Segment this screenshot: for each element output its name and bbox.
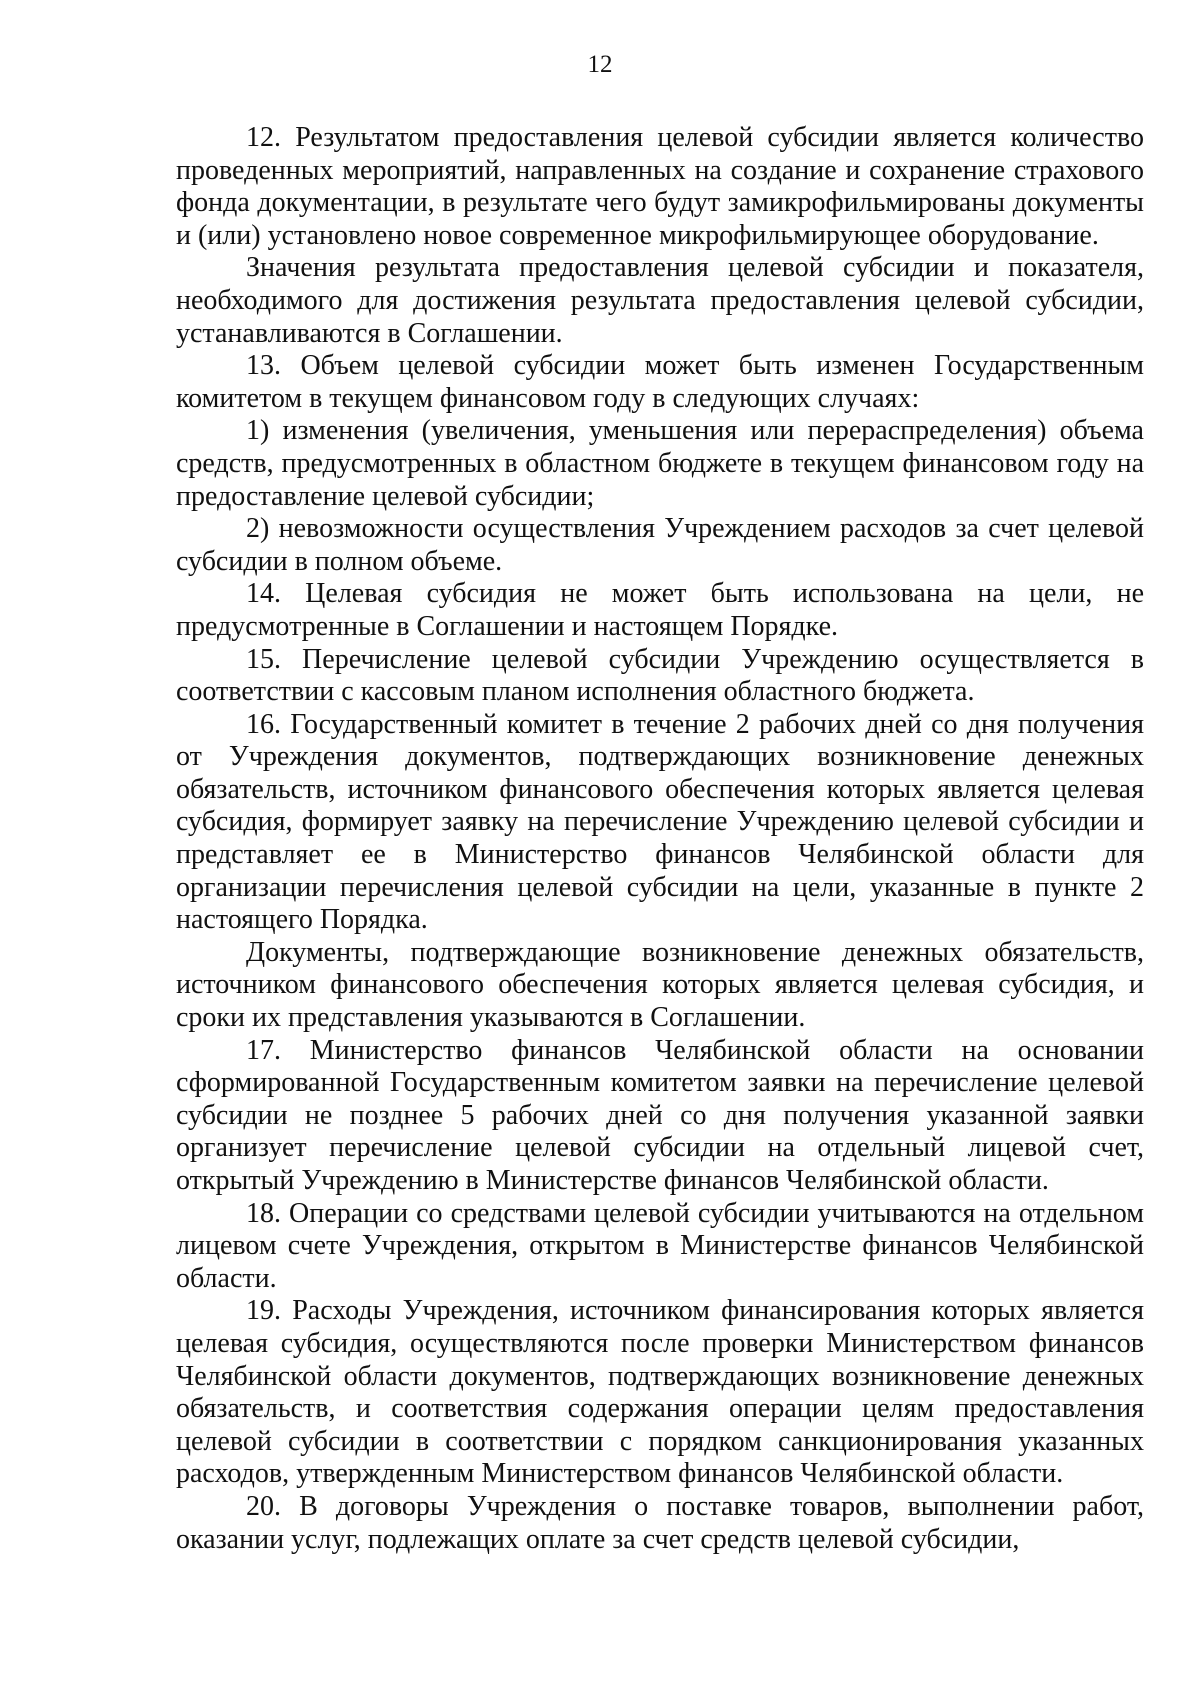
paragraph-14: 14. Целевая субсидия не может быть использована на цели, не предусмотренные в Соглашении и настоящем Порядке. <box>176 578 1144 642</box>
paragraph-13-item-2: 2) невозможности осуществления Учреждением расходов за счет целевой субсидии в полном объеме. <box>176 513 1144 577</box>
paragraph-16-documents: Документы, подтверждающие возникновение денежных обязательств, источником финансового обеспечения которых является целевая субсидия, и сроки их представления указываются в Соглашении. <box>176 936 1144 1034</box>
paragraph-16: 16. Государственный комитет в течение 2 рабочих дней со дня получения от Учреждения документов, подтверждающих возникновение денежных обязательств, источником финансового обеспечения которых является целевая субсидия, формирует заявку на перечисление Учреждению целевой субсидии и представляет ее в Министерство финансов Челябинской области для организации перечисления целевой субсидии на цели, указанные в пункте 2 настоящего Порядка. <box>176 708 1144 936</box>
paragraph-13: 13. Объем целевой субсидии может быть изменен Государственным комитетом в текущем финансовом году в следующих случаях: <box>176 350 1144 414</box>
document-body <box>176 122 1144 1556</box>
paragraph-19: 19. Расходы Учреждения, источником финансирования которых является целевая субсидия, осуществляются после проверки Министерством финансов Челябинской области документов, подтверждающих возникновение денежных обязательств, и соответствия содержания операции целям предоставления целевой субсидии в соответствии с порядком санкционирования указанных расходов, утвержденным Министерством финансов Челябинской области. <box>176 1295 1144 1490</box>
paragraph-20: 20. В договоры Учреждения о поставке товаров, выполнении работ, оказании услуг, подлежащих оплате за счет средств целевой субсидии, <box>176 1490 1144 1555</box>
paragraph-12-values: Значения результата предоставления целевой субсидии и показателя, необходимого для достижения результата предоставления целевой субсидии, устанавливаются в Соглашении. <box>176 252 1144 349</box>
paragraph-13-item-1: 1) изменения (увеличения, уменьшения или перераспределения) объема средств, предусмотренных в областном бюджете в текущем финансовом году на предоставление целевой субсидии; <box>176 415 1144 512</box>
paragraph-15: 15. Перечисление целевой субсидии Учреждению осуществляется в соответствии с кассовым планом исполнения областного бюджета. <box>176 643 1144 708</box>
paragraph-18: 18. Операции со средствами целевой субсидии учитываются на отдельном лицевом счете Учреждения, открытом в Министерстве финансов Челябинской области. <box>176 1197 1144 1294</box>
paragraph-12: 12. Результатом предоставления целевой субсидии является количество проведенных мероприятий, направленных на создание и сохранение страхового фонда документации, в результате чего будут замикрофильмированы документы и (или) установлено новое современное микрофильмирующее оборудование. <box>176 122 1144 251</box>
paragraph-17: 17. Министерство финансов Челябинской области на основании сформированной Государственным комитетом заявки на перечисление целевой субсидии не позднее 5 рабочих дней со дня получения указанной заявки организует перечисление целевой субсидии на отдельный лицевой счет, открытый Учреждению в Министерстве финансов Челябинской области. <box>176 1034 1144 1196</box>
page-number: 12 <box>587 51 613 78</box>
